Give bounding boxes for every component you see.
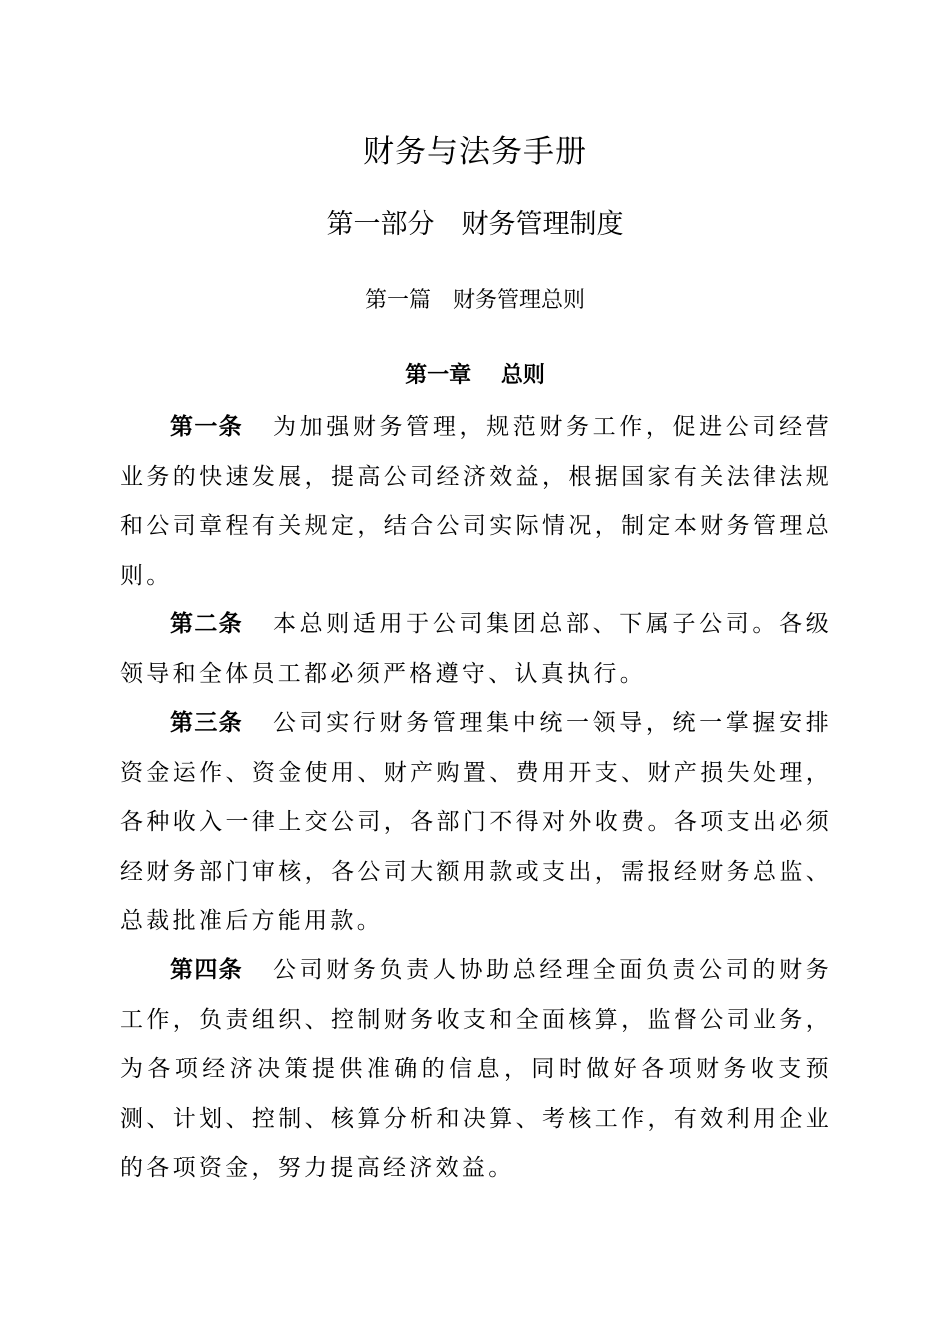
article-3 [120, 699, 832, 947]
chapter-title: 第一章 总则 [405, 363, 545, 388]
part-title: 第一部分 财务管理制度 [326, 209, 624, 240]
section-title: 第一篇 财务管理总则 [364, 288, 585, 313]
article-text: 公司财务负责人协助总经理全面负责公司的财务工作，负责组织、控制财务收支和全面核算，监督公司业务，为各项经济决策提供准确的信息，同时做好各项财务收支预测、计划、控制、核算分析和决算、考核工作，有效利用企业的各项资金，努力提高经济效益。 [120, 957, 833, 1181]
article-label: 第三条 [170, 710, 244, 736]
article-label: 第二条 [170, 611, 244, 637]
article-2 [120, 600, 832, 699]
article-text: 为加强财务管理，规范财务工作，促进公司经营业务的快速发展，提高公司经济效益，根据国家有关法律法规和公司章程有关规定，结合公司实际情况，制定本财务管理总则。 [120, 414, 833, 589]
article-label: 第四条 [170, 957, 244, 983]
document-title: 财务与法务手册 [363, 134, 587, 170]
article-1 [120, 403, 832, 601]
article-4 [120, 946, 832, 1194]
article-text: 公司实行财务管理集中统一领导，统一掌握安排资金运作、资金使用、财产购置、费用开支、财产损失处理，各种收入一律上交公司，各部门不得对外收费。各项支出必须经财务部门审核，各公司大额用款或支出，需报经财务总监、总裁批准后方能用款。 [120, 710, 833, 934]
article-text: 本总则适用于公司集团总部、下属子公司。各级领导和全体员工都必须严格遵守、认真执行。 [120, 611, 833, 687]
article-label: 第一条 [170, 414, 244, 440]
